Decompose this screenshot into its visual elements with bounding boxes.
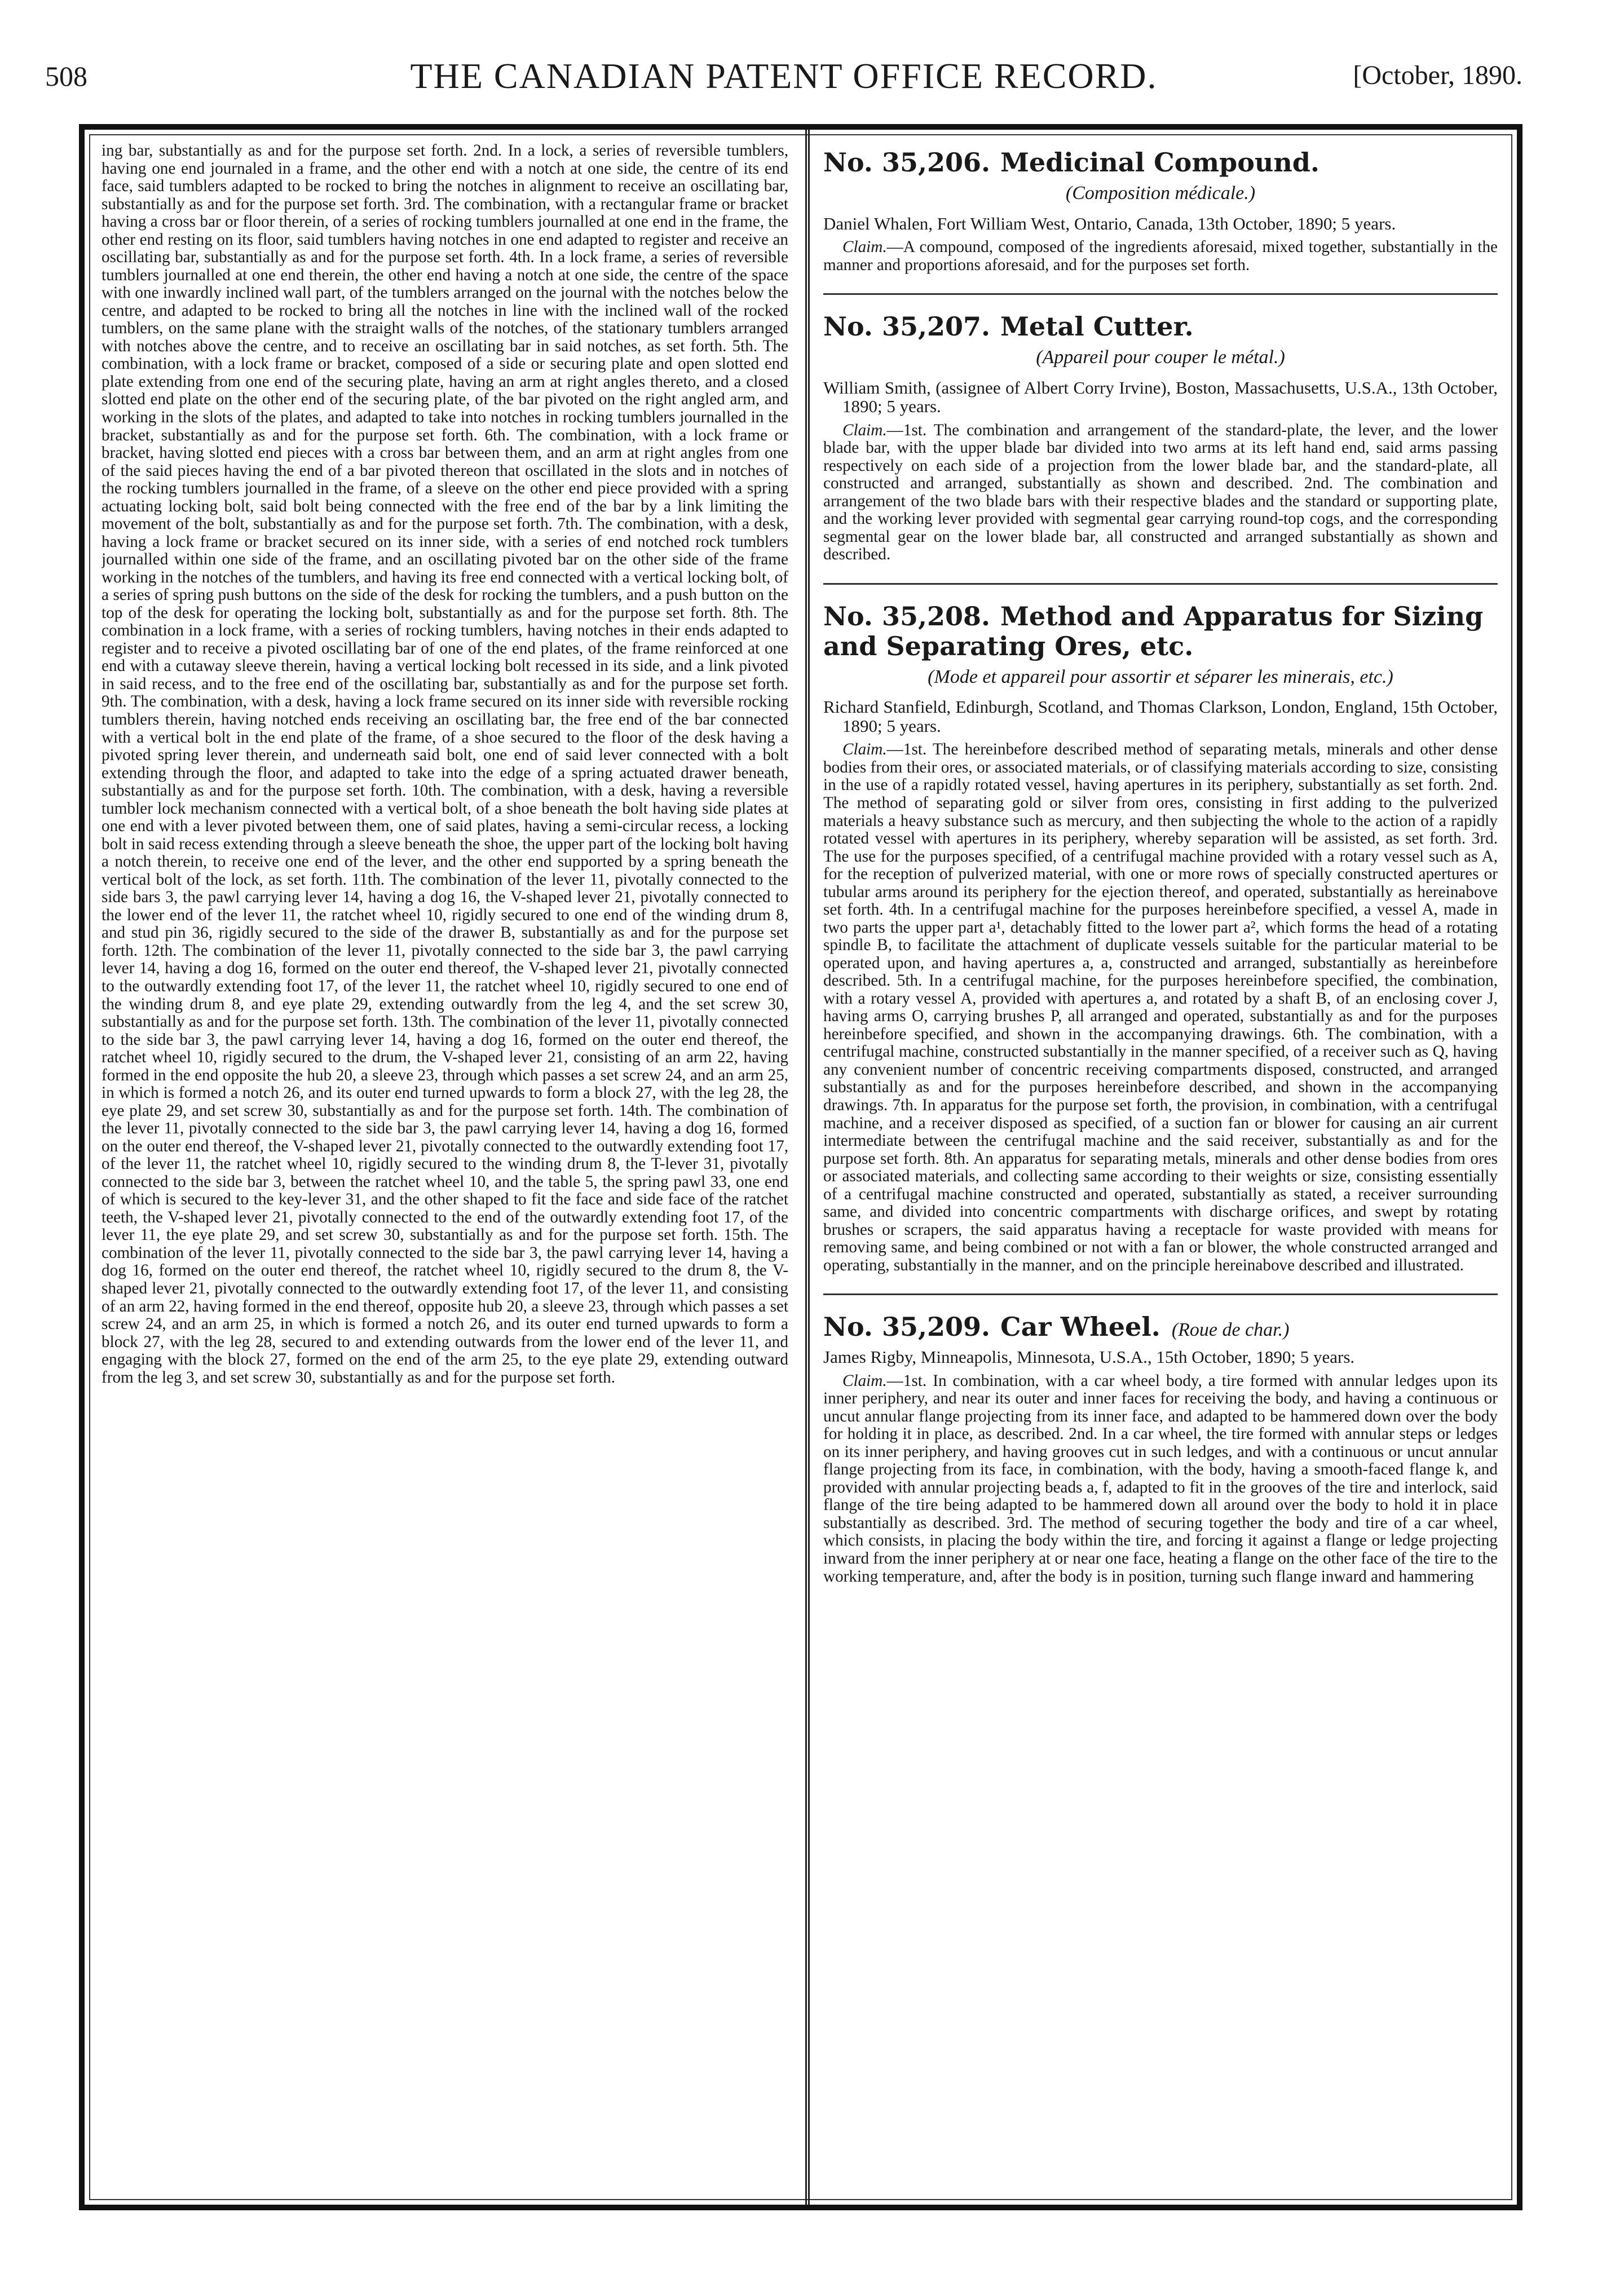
claim-text: —1st. The combination and arrangement of the standard-plate, the lever, and the lower blade bar, with the upper blade bar divided into two arms at its left hand end, said arms passing respectively on each side of a projection from the lower blade bar, and the standard-plate, all constructed and arranged, substantially as shown and described. 2nd. The combination and arrangement of the two blade bars with their respective blades and the standard or supporting plate, and the working lever provided with segmental gear carrying round-top cogs, and the corresponding segmental gear on the lower blade bar, all constructed and arranged substantially as shown and described. <box>823 421 1498 564</box>
patent-applicant: James Rigby, Minneapolis, Minnesota, U.S.A., 15th October, 1890; 5 years. <box>823 1347 1355 1367</box>
entry-separator <box>823 1293 1498 1295</box>
claim-label: Claim. <box>842 1371 887 1390</box>
patent-heading <box>823 148 1498 178</box>
patent-applicant: Richard Stanfield, Edinburgh, Scotland, and Thomas Clarkson, London, England, 15th October, 1890; 5 years. <box>823 697 1498 736</box>
patent-title: Car Wheel. <box>1000 1312 1160 1343</box>
patent-number: No. 35,209. <box>823 1312 991 1343</box>
patent-entry <box>823 148 1498 274</box>
patent-heading <box>823 312 1498 342</box>
patent-claims <box>823 741 1498 1274</box>
page-frame <box>79 124 1522 2210</box>
right-column <box>823 142 1498 2192</box>
claim-label: Claim. <box>842 740 887 759</box>
patent-heading <box>823 602 1498 661</box>
claim-text: —1st. The hereinbefore described method of separating metals, minerals and other dense bodies from their ores, or associated materials, or of classifying materials according to size, consisting in the use of a rapidly rotated vessel, having apertures in its periphery, substantially as set forth. 2nd. The method of separating gold or silver from ores, consisting in first adding to the pulverized materials a heavy substance such as mercury, and then subjecting the whole to the action of a rapidly rotated vessel with apertures in its periphery, whereby separation will be assisted, as set forth. 3rd. The use for the purposes specified, of a centrifugal machine provided with a rotary vessel such as A, for the reception of pulverized material, with one or more rows of specially constructed apertures or tubular arms around its periphery for the ejection thereof, and operated, substantially as hereinabove set forth. 4th. In a centrifugal machine for the purposes hereinbefore specified, a vessel A, made in two parts the upper part a¹, detachably fitted to the lower part a², which forms the head of a rotating spindle B, to facilitate the attachment of duplicate vessels suitable for the particular material to be operated upon, and having apertures a, a, constructed and arranged, substantially as hereinbefore described. 5th. In a centrifugal machine, for the purposes hereinbefore specified, the combination, with a rotary vessel A, provided with apertures a, and rotated by a shaft B, of an enclosing cover J, having arms O, carrying brushes P, all arranged and operated, substantially as and for the purposes hereinbefore specified, and shown in the accompanying drawings. 6th. The combination, with a centrifugal machine, constructed substantially in the manner specified, of a receiver such as Q, having any convenient number of concentric receiving compartments disposed, constructed, and arranged substantially as and for the purposes hereinbefore described, and shown in the accompanying drawings. 7th. In apparatus for the purpose set forth, the provision, in combination, with a centrifugal machine, and a receiver disposed as specified, of a suction fan or blower for causing an air current intermediate between the centrifugal machine and the said receiver, substantially as and for the purpose set forth. 8th. An apparatus for separating metals, minerals and other dense bodies from ores or associated materials, and collecting same according to their weights or size, consisting essentially of a centrifugal machine constructed and operated, substantially as stated, a receiver surrounding same, and divided into concentric compartments with discharge orifices, and swept by rotating brushes or scrapers, the said apparatus having a receptacle for waste provided with means for removing same, and being combined or not with a fan or blower, the whole constructed arranged and operating, substantially in the manner, and on the principle hereinabove described and illustrated. <box>823 740 1498 1274</box>
page-number: 508 <box>45 60 87 92</box>
patent-entry <box>823 1312 1498 1586</box>
continued-claims-text: ing bar, substantially as and for the purpose set forth. 2nd. In a lock, a series of reversible tumblers, having one end journaled in a frame, and the other end with a notch at one side, the centre of its end face, said tumblers adapted to be rocked to bring the notches in alignment to receive an oscillating bar, substantially as and for the purpose set forth. 3rd. The combination, with a rectangular frame or bracket having a cross bar or floor therein, of a series of rocking tumblers journalled at one end in the frame, the other end resting on its floor, said tumblers having notches in one end adapted to register and receive an oscillating bar, substantially as and for the purpose set forth. 4th. In a lock frame, a series of reversible tumblers journalled at one end therein, the other end having a notch at one side, the centre of the space with one inwardly inclined wall part, of the tumblers arranged on the journal with the notches below the centre, and adapted to be rocked to bring all the notches in line with the inclined wall of the rocked tumblers, on the same plane with the straight walls of the notches, of the stationary tumblers arranged with notches above the centre, and to receive an oscillating bar in said notches, as set forth. 5th. The combination, with a lock frame or bracket, composed of a side or securing plate and open slotted end plate extending from one end of the securing plate, having an arm at right angles thereto, and a closed slotted end plate on the other end of the securing plate, of the bar pivoted on the right angled arm, and working in the slots of the plates, and adapted to take into notches in rocking tumblers journalled in the bracket, substantially as and for the purpose set forth. 6th. The combination, with a lock frame or bracket, having slotted end pieces with a cross bar between them, and an arm at right angles from one of the said pieces having the end of a bar pivoted thereon that oscillated in the slots and in notches of the rocking tumblers journalled in the frame, of a sleeve on the other end piece provided with a spring actuating locking bolt, said bolt being connected with the free end of the bar by a link limiting the movement of the bolt, substantially as and for the purpose set forth. 7th. The combination, with a desk, having a lock frame or bracket secured on its inner side, with a series of end notched rock tumblers journalled within one side of the frame, and an oscillating pivoted bar on the other side of the frame working in the notches of the tumblers, and having its free end connected with a vertical locking bolt, of a series of spring push buttons on the side of the desk for rocking the tumblers, and a push button on the top of the desk for operating the locking bolt, substantially as and for the purpose set forth. 8th. The combination in a lock frame, with a series of rocking tumblers, having notches in their ends adapted to register and to receive a pivoted oscillating bar of one of the end plates, of the frame reinforced at one end with a cutaway sleeve therein, having a vertical locking bolt recessed in its side, and a link pivoted in said recess, and to the free end of the oscillating bar, substantially as and for the purpose set forth. 9th. The combination, with a desk, having a lock frame secured on its inner side with reversible rocking tumblers therein, having notched ends receiving an oscillating bar, the free end of the bar connected with a vertical bolt in the end plate of the frame, of a shoe secured to the floor of the desk having a pivoted spring lever therein, and underneath said bolt, one end of said lever connected with a bolt extending through the floor, and adapted to take into the edge of a spring actuated drawer beneath, substantially as and for the purpose set forth. 10th. The combination, with a desk, having a reversible tumbler lock mechanism connected with a vertical bolt, of a shoe beneath the bolt having side plates at one end with a lever pivoted between them, one of said plates, having a semi-circular recess, a locking bolt in said recess extending through a sleeve beneath the shoe, the upper part of the locking bolt having a notch therein, to receive one end of the lever, and the other end supported by a spring beneath the vertical bolt of the lock, as set forth. 11th. The combination of the lever 11, pivotally connected to the side bars 3, the pawl carrying lever 14, having a dog 16, the V-shaped lever 21, pivotally connected to the lower end of the lever 11, the ratchet wheel 10, rigidly secured to one end of the winding drum 8, and stud pin 36, rigidly secured to the side of the drawer B, substantially as and for the purpose set forth. 12th. The combination of the lever 11, pivotally connected to the side bar 3, the pawl carrying lever 14, having a dog 16, formed on the outer end thereof, the V-shaped lever 21, pivotally connected to the outwardly extending foot 17, of the lever 11, the ratchet wheel 10, rigidly secured to one end of the winding drum 8, and eye plate 29, extending outwardly from the leg 4, and the set screw 30, substantially as and for the purpose set forth. 13th. The combination of the lever 11, pivotally connected to the side bar 3, the pawl carrying lever 14, having a dog 16, formed on the outer end thereof, the ratchet wheel 10, rigidly secured to the drum, the V-shaped lever 21, consisting of an arm 22, having formed in the end opposite the hub 20, a sleeve 23, through which passes a set screw 24, and an arm 25, in which is formed a notch 26, and its outer end turned upwards to form a block 27, with the leg 28, the eye plate 29, and set screw 30, substantially as and for the purpose set forth. 14th. The combination of the lever 11, pivotally connected to the side bar 3, the pawl carrying lever 14, having a dog 16, formed on the outer end thereof, the V-shaped lever 21, pivotally connected to the outwardly extending foot 17, of the lever 11, the ratchet wheel 10, rigidly secured to the winding drum 8, the T-lever 31, pivotally connected to the side bar 3, between the ratchet wheel 10, and the table 5, the spring pawl 33, one end of which is secured to the key-lever 31, and the other shaped to fit the face and side face of the ratchet teeth, the V-shaped lever 21, pivotally connected to the end of the outwardly extending foot 17, of the lever 11, the eye plate 29, and set screw 30, substantially as and for the purpose set forth. 15th. The combination of the lever 11, pivotally connected to the side bar 3, the pawl carrying lever 14, having a dog 16, formed on the outer end thereof, the ratchet wheel 10, rigidly secured to the drum 8, the V-shaped lever 21, pivotally connected to the outwardly extending foot 17, of the lever 11, and consisting of an arm 22, having formed in the end thereof, opposite hub 20, a sleeve 23, through which passes a set screw 24, and an arm 25, in which is formed a notch 26, and its outer end turned upwards to form a block 27, with the leg 28, secured to and extending outwards from the lower end of the lever 11, and engaging with the block 27, formed on the end of the arm 25, to the eye plate 29, extending outward from the leg 3, and set screw 30, substantially as and for the purpose set forth. <box>102 142 788 1387</box>
patent-french-title: (Roue de char.) <box>1171 1319 1290 1341</box>
patent-claims <box>823 239 1498 274</box>
claim-label: Claim. <box>842 421 887 439</box>
patent-applicant: Daniel Whalen, Fort William West, Ontario, Canada, 13th October, 1890; 5 years. <box>823 213 1396 233</box>
journal-title: THE CANADIAN PATENT OFFICE RECORD. <box>410 56 1158 96</box>
patent-title: Metal Cutter. <box>1000 311 1194 342</box>
patent-number: No. 35,206. <box>823 147 991 178</box>
page-header <box>45 52 1522 97</box>
patent-french-title: (Composition médicale.) <box>1065 182 1256 204</box>
patent-french-title: (Appareil pour couper le métal.) <box>1036 347 1285 368</box>
patent-entry <box>823 602 1498 1274</box>
patent-number: No. 35,207. <box>823 311 991 342</box>
patent-entry <box>823 312 1498 564</box>
claim-label: Claim. <box>842 238 887 257</box>
patent-number: No. 35,208. <box>823 601 991 632</box>
patent-claims <box>823 422 1498 564</box>
claim-text: —A compound, composed of the ingredients aforesaid, mixed together, substantially in the manner and proportions aforesaid, and for the purposes set forth. <box>823 238 1498 274</box>
column-divider <box>805 130 810 2205</box>
entry-separator <box>823 583 1498 585</box>
patent-french-title: (Mode et appareil pour assortir et séparer les minerais, etc.) <box>928 666 1393 687</box>
patent-claims <box>823 1372 1498 1586</box>
patent-title: Method and Apparatus for Sizing and Separating Ores, etc. <box>823 601 1484 661</box>
entry-separator <box>823 293 1498 295</box>
patent-applicant: William Smith, (assignee of Albert Corry Irvine), Boston, Massachusetts, U.S.A., 13th October, 1890; 5 years. <box>823 377 1498 417</box>
issue-date: [October, 1890. <box>1353 60 1522 90</box>
patent-title: Medicinal Compound. <box>1000 147 1320 178</box>
left-column <box>102 142 788 2192</box>
patent-heading <box>823 1312 1498 1342</box>
claim-text: —1st. In combination, with a car wheel body, a tire formed with annular ledges upon its inner periphery, and near its outer and inner faces for receiving the body, and having a continuous or uncut annular flange projecting from its inner face, and adapted to be hammered down over the body for holding it in place, as described. 2nd. In a car wheel, the tire formed with annular steps or ledges on its inner periphery, and having grooves cut in such ledges, and with a continuous or uncut annular flange projecting from its face, in combination, with the body, having a smooth-faced flange k, and provided with annular projecting beads a, f, adapted to fit in the grooves of the tire and interlock, said flange of the tire being adapted to be hammered down all around over the body to hold it in place substantially as described. 3rd. The method of securing together the body and tire of a car wheel, which consists, in placing the body within the tire, and forcing it against a flange or ledge projecting inward from the inner periphery at or near one face, heating a flange on the other face of the tire to the working temperature, and, after the body is in position, turning such flange inward and hammering <box>823 1371 1498 1586</box>
